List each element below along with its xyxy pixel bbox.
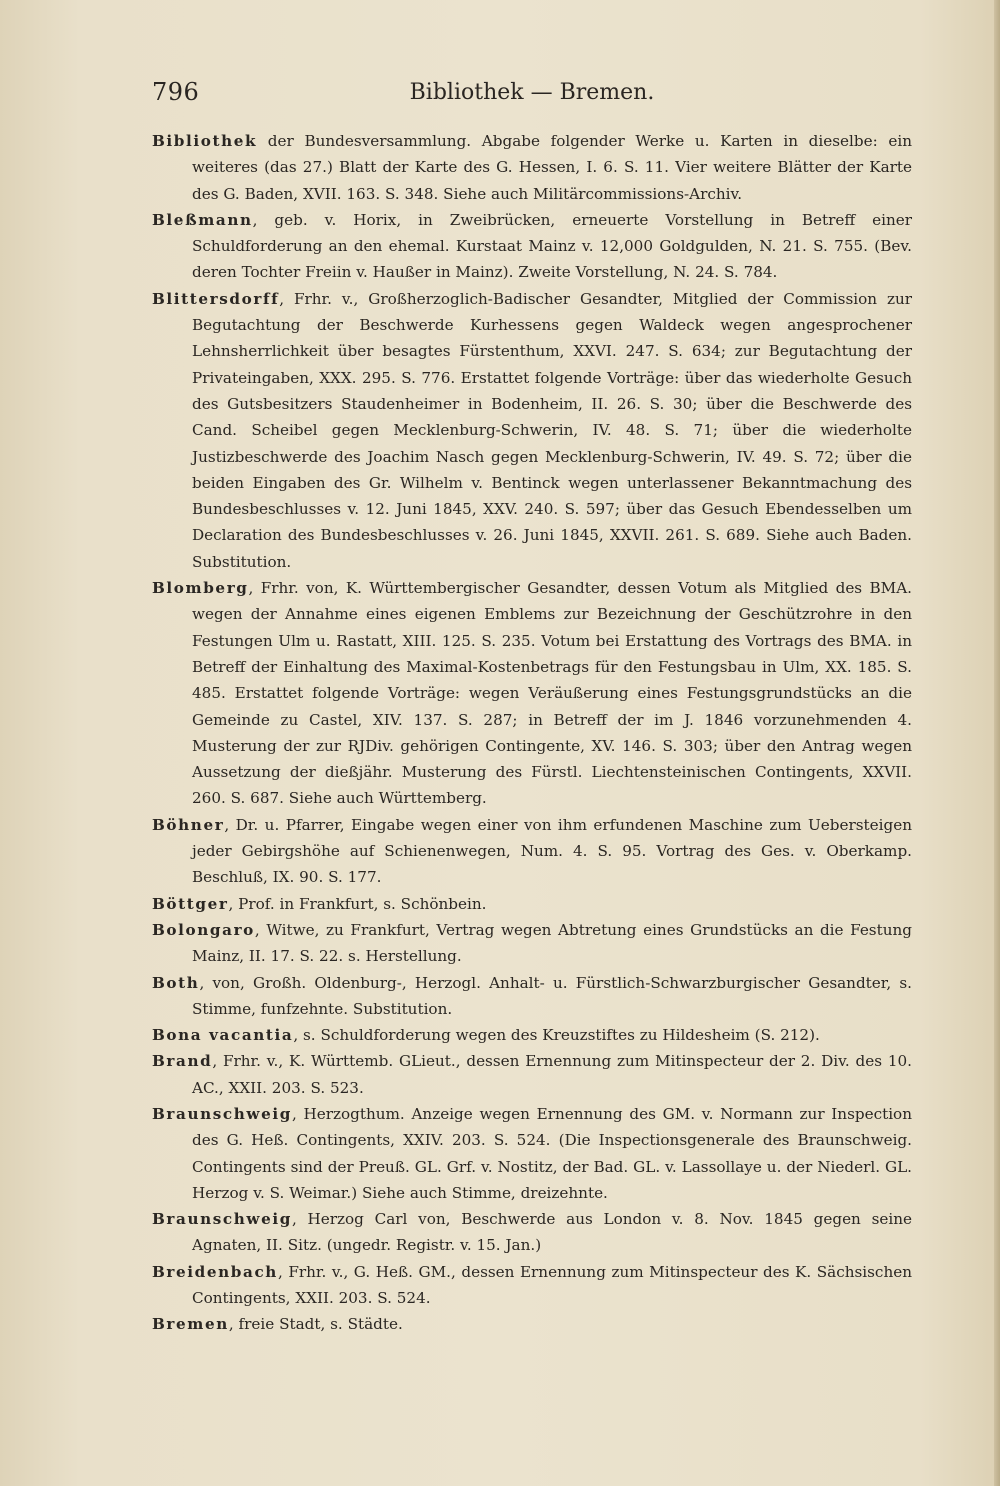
index-body: [152, 128, 912, 1338]
entry-term: Blittersdorff: [152, 289, 280, 308]
index-entry: [152, 207, 912, 286]
index-entry: [152, 970, 912, 1023]
entry-term: Blomberg: [152, 579, 249, 598]
page-number: 796: [152, 78, 200, 106]
index-entry: [152, 286, 912, 575]
entry-term: Both: [152, 973, 200, 992]
index-entry: [152, 812, 912, 891]
entry-text: , Witwe, zu Frankfurt, Vertrag wegen Abtretung eines Grundstücks an die Festung Mainz, II. 17. S. 22. s. Herstellung.: [192, 920, 912, 966]
entry-text: , von, Großh. Oldenburg-, Herzogl. Anhalt- u. Fürstlich-Schwarzburgischer Gesandter, s. Stimme, funfzehnte. Substitution.: [192, 973, 912, 1018]
entry-term: Bibliothek: [152, 132, 258, 150]
index-entry: [152, 891, 912, 917]
entry-text: , Herzogthum. Anzeige wegen Ernennung des GM. v. Normann zur Inspection des G. Heß. Contingents, XXIV. 203. S. 524. (Die Inspectionsgenerale des Braunschweig. Contingents sind der Preuß. GL. Grf. v. Nostitz, der Bad. GL. v. Lassollaye u. der Niederl. GL. Herzog v. S. Weimar.) Siehe auch Stimme, dreizehnte.: [192, 1104, 912, 1202]
entry-term: Brand: [152, 1052, 213, 1071]
page-header: [152, 78, 912, 118]
entry-text: , Dr. u. Pfarrer, Eingabe wegen einer von ihm erfundenen Maschine zum Uebersteigen jeder Gebirgshöhe auf Schienenwegen, Num. 4. S. 95. Vortrag des Ges. v. Oberkamp. Beschluß, IX. 90. S. 177.: [192, 815, 912, 887]
entry-term: Braunschweig: [152, 1104, 292, 1123]
index-entry: [152, 1048, 912, 1101]
entry-term: Breidenbach: [152, 1262, 278, 1281]
entry-text: , Prof. in Frankfurt, s. Schönbein.: [228, 894, 487, 913]
entry-text: , s. Schuldforderung wegen des Kreuzstiftes zu Hildesheim (S. 212).: [293, 1026, 820, 1045]
entry-term: Böhner: [152, 815, 225, 834]
entry-term: Bolongaro: [152, 920, 255, 939]
index-entry: [152, 1022, 912, 1048]
entry-text: , Frhr. von, K. Württembergischer Gesandter, dessen Votum als Mitglied des BMA. wegen der Annahme eines eigenen Emblems zur Bezeichnung der Geschützrohre in den Festungen Ulm u. Rastatt, XIII. 125. S. 235. Votum bei Erstattung des Vortrags des BMA. in Betreff der Einhaltung des Maximal-Kostenbetrags für den Festungsbau in Ulm, XX. 185. S. 485. Erstattet folgende Vorträge: wegen Veräußerung eines Festungsgrundstücks an die Gemeinde zu Castel, XIV. 137. S. 287; in Betreff der im J. 1846 vorzunehmenden 4. Musterung der zur RJDiv. gehörigen Contingente, XV. 146. S. 303; über den Antrag wegen Aussetzung der dießjähr. Musterung des Fürstl. Liechtensteinischen Contingents, XXVII. 260. S. 687. Siehe auch Württemberg.: [192, 579, 912, 808]
entry-text: , freie Stadt, s. Städte.: [228, 1315, 403, 1334]
entry-text: , Frhr. v., G. Heß. GM., dessen Ernennung zum Mitinspecteur des K. Sächsischen Contingents, XXII. 203. S. 524.: [192, 1262, 912, 1308]
entry-term: Bona vacantia: [152, 1026, 294, 1045]
entry-term: Braunschweig: [152, 1210, 292, 1229]
index-entry: [152, 1311, 912, 1337]
entry-text: , Frhr. v., K. Württemb. GLieut., dessen Ernennung zum Mitinspecteur der 2. Div. des 10. AC., XXII. 203. S. 523.: [192, 1052, 912, 1097]
page-edge: [994, 0, 1000, 1486]
running-title: Bibliothek — Bremen.: [409, 80, 655, 105]
index-entry: [152, 1206, 912, 1259]
entry-term: Böttger: [152, 894, 229, 913]
index-entry: [152, 575, 912, 812]
entry-text: , geb. v. Horix, in Zweibrücken, erneuerte Vorstellung in Betreff einer Schuldforderung an den ehemal. Kurstaat Mainz v. 12,000 Goldgulden, N. 21. S. 755. (Bev. deren Tochter Freiin v. Haußer in Mainz). Zweite Vorstellung, N. 24. S. 784.: [192, 210, 912, 282]
entry-text: der Bundesversammlung. Abgabe folgender Werke u. Karten in dieselbe: ein weiteres (das 27.) Blatt der Karte des G. Hessen, I. 6. S. 11. Vier weitere Blätter der Karte des G. Baden, XVII. 163. S. 348. Siehe auch Militärcommissions-Archiv.: [192, 132, 912, 203]
index-entry: [152, 1101, 912, 1206]
entry-text: , Herzog Carl von, Beschwerde aus London v. 8. Nov. 1845 gegen seine Agnaten, II. Sitz. (ungedr. Registr. v. 15. Jan.): [192, 1210, 912, 1255]
entry-text: , Frhr. v., Großherzoglich-Badischer Gesandter, Mitglied der Commission zur Begutachtung der Beschwerde Kurhessens gegen Waldeck wegen angesprochener Lehnsherrlichkeit über besagtes Fürstenthum, XXVI. 247. S. 634; zur Begutachtung der Privateingaben, XXX. 295. S. 776. Erstattet folgende Vorträge: über das wiederholte Gesuch des Gutsbesitzers Staudenheimer in Bodenheim, II. 26. S. 30; über die Beschwerde des Cand. Scheibel gegen Mecklenburg-Schwerin, IV. 48. S. 71; über die wiederholte Justizbeschwerde des Joachim Nasch gegen Mecklenburg-Schwerin, IV. 49. S. 72; über die beiden Eingaben des Gr. Wilhelm v. Bentinck wegen unterlassener Bekanntmachung des Bundesbeschlusses v. 12. Juni 1845, XXV. 240. S. 597; über das Gesuch Ebendesselben um Declaration des Bundesbeschlusses v. 26. Juni 1845, XXVII. 261. S. 689. Siehe auch Baden. Substitution.: [192, 289, 912, 571]
index-entry: [152, 917, 912, 970]
index-entry: [152, 128, 912, 207]
index-entry: [152, 1259, 912, 1312]
entry-term: Bremen: [152, 1315, 229, 1334]
entry-term: Bleßmann: [152, 210, 253, 229]
